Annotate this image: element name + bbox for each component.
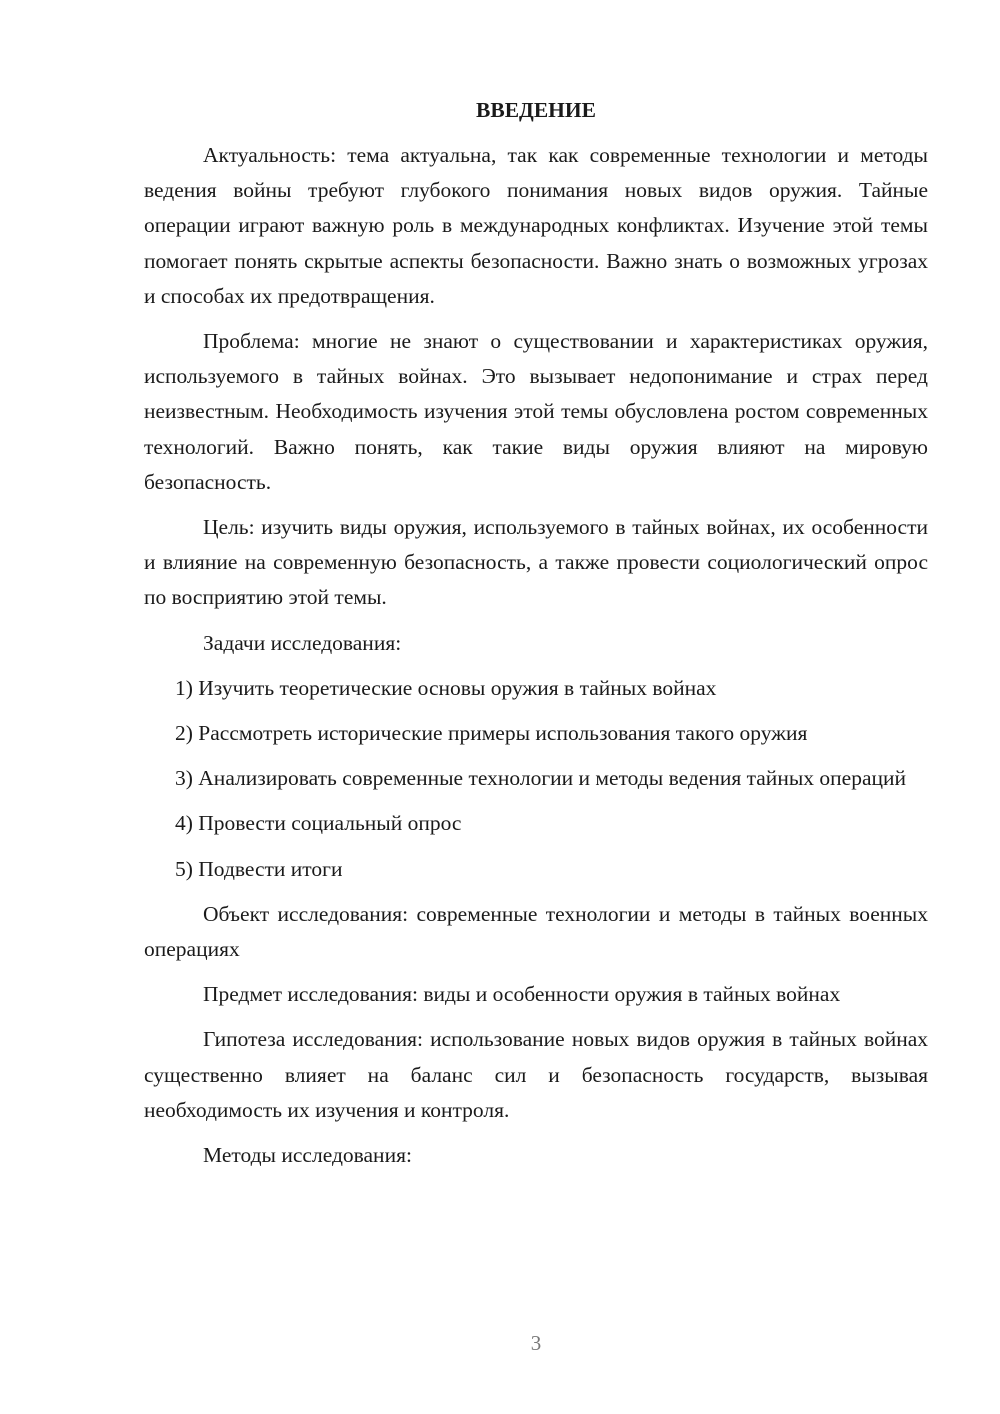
task-item-4: 4) Провести социальный опрос (175, 811, 462, 836)
document-title: ВВЕДЕНИЕ (476, 98, 596, 122)
task-item-5: 5) Подвести итоги (175, 856, 343, 881)
hypothesis-paragraph: Гипотеза исследования: использование новых видов оружия в тайных войнах существенно влияет на баланс сил и безопасность государств, вызывая необходимость их изучения и контроля. (144, 1027, 928, 1122)
subject-paragraph: Предмет исследования: виды и особенности оружия в тайных войнах (203, 982, 841, 1007)
object-paragraph: Объект исследования: современные технологии и методы в тайных военных операциях (144, 901, 928, 962)
task-item-3: 3) Анализировать современные технологии и методы ведения тайных операций (175, 766, 906, 791)
document-page (144, 92, 928, 1183)
task-item-1: 1) Изучить теоретические основы оружия в тайных войнах (175, 675, 717, 700)
problem-paragraph: Проблема: многие не знают о существовании и характеристиках оружия, используемого в тайных войнах. Это вызывает недопонимание и страх перед неизвестным. Необходимость изучения этой темы обусловлена ростом современных технологий. Важно понять, как такие виды оружия влияют на мировую безопасность. (144, 329, 928, 494)
goal-paragraph: Цель: изучить виды оружия, используемого в тайных войнах, их особенности и влияние на современную безопасность, а также провести социологический опрос по восприятию этой темы. (144, 515, 928, 610)
page-number: 3 (530, 1331, 542, 1355)
task-item-2: 2) Рассмотреть исторические примеры использования такого оружия (175, 721, 808, 746)
relevance-paragraph: Актуальность: тема актуальна, так как современные технологии и методы ведения войны требуют глубокого понимания новых видов оружия. Тайные операции играют важную роль в международных конфликтах. Изучение этой темы помогает понять скрытые аспекты безопасности. Важно знать о возможных угрозах и способах их предотвращения. (144, 143, 928, 308)
methods-heading: Методы исследования: (203, 1143, 412, 1168)
tasks-heading: Задачи исследования: (203, 630, 402, 655)
